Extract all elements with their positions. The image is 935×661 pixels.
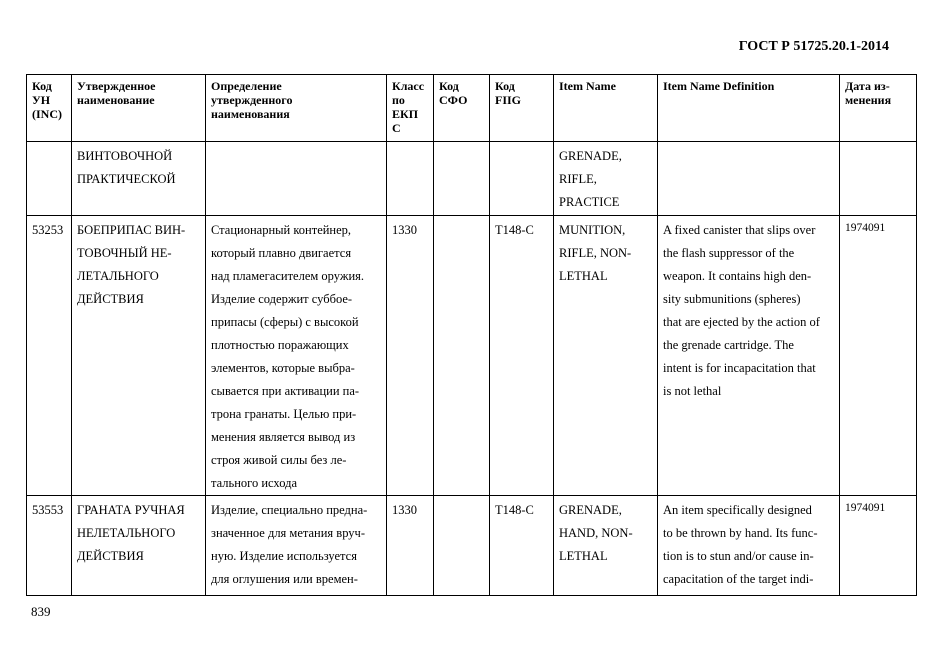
cell-line: С xyxy=(392,121,401,135)
cell-line: ДЕЙСТВИЯ xyxy=(77,549,144,563)
cell-line: PRACTICE xyxy=(559,195,620,209)
cell-line: RIFLE, xyxy=(559,172,597,186)
cell-line: менения является вывод из xyxy=(211,430,356,444)
cell-line: ЕКП xyxy=(392,107,419,121)
header-item-name-definition xyxy=(658,75,840,142)
cell-line: HAND, NON- xyxy=(559,526,633,540)
cell-line: Item Name xyxy=(559,79,616,93)
header-ekps-class xyxy=(387,75,434,142)
cell-line: по xyxy=(392,93,405,107)
cell-line: ГРАНАТА РУЧНАЯ xyxy=(77,503,185,517)
cell-item-name-definition xyxy=(658,496,840,596)
cell-line: intent is for incapacitation that xyxy=(663,361,816,375)
cell-line: Изделие, специально предна- xyxy=(211,503,368,517)
cell-line: the grenade cartridge. The xyxy=(663,338,794,352)
cell-line: менения xyxy=(845,93,892,107)
cell-line: наименование xyxy=(77,93,155,107)
cell-line: трона гранаты. Целью при- xyxy=(211,407,357,421)
cell-line: ВИНТОВОЧНОЙ xyxy=(77,149,173,163)
table-row xyxy=(27,496,917,596)
cell-line: для оглушения или времен- xyxy=(211,572,358,586)
cell-inc xyxy=(27,142,72,216)
cell-line: БОЕПРИПАС ВИН- xyxy=(77,223,186,237)
cell-line: to be thrown by hand. Its func- xyxy=(663,526,818,540)
cell-line: ТОВОЧНЫЙ НЕ- xyxy=(77,246,172,260)
cell-line: RIFLE, NON- xyxy=(559,246,632,260)
cell-line: припасы (сферы) с высокой xyxy=(211,315,359,329)
header-item-name xyxy=(554,75,658,142)
cell-fiig-code: T148-C xyxy=(490,496,554,596)
classification-table xyxy=(26,74,917,596)
cell-line: ДЕЙСТВИЯ xyxy=(77,292,144,306)
cell-sfo-code xyxy=(434,142,490,216)
cell-line: Item Name Definition xyxy=(663,79,775,93)
cell-definition xyxy=(206,496,387,596)
cell-line: ную. Изделие используется xyxy=(211,549,357,563)
cell-line: утвержденного xyxy=(211,93,293,107)
cell-line: сывается при активации па- xyxy=(211,384,360,398)
cell-line: элементов, которые выбра- xyxy=(211,361,355,375)
cell-line: над пламегасителем оружия. xyxy=(211,269,365,283)
cell-item-name-definition xyxy=(658,216,840,496)
cell-line: LETHAL xyxy=(559,549,608,563)
header-change-date xyxy=(840,75,917,142)
cell-line: weapon. It contains high den- xyxy=(663,269,812,283)
cell-line: наименования xyxy=(211,107,290,121)
cell-ekps-class: 1330 xyxy=(387,216,434,496)
header-fiig-code xyxy=(490,75,554,142)
cell-approved-name xyxy=(72,496,206,596)
header-approved-name xyxy=(72,75,206,142)
page-number: 839 xyxy=(31,604,51,619)
cell-line: A fixed canister that slips over xyxy=(663,223,816,237)
cell-line: tion is to stun and/or cause in- xyxy=(663,549,814,563)
cell-approved-name xyxy=(72,142,206,216)
cell-line: который плавно двигается xyxy=(211,246,352,260)
cell-definition xyxy=(206,216,387,496)
cell-inc: 53553 xyxy=(27,496,72,596)
cell-change-date: 1974091 xyxy=(840,496,917,596)
header-definition xyxy=(206,75,387,142)
cell-line: that are ejected by the action of xyxy=(663,315,820,329)
cell-line: Утвержденное xyxy=(77,79,156,93)
cell-line: FIIG xyxy=(495,93,522,107)
cell-line: the flash suppressor of the xyxy=(663,246,795,260)
header-sfo-code xyxy=(434,75,490,142)
cell-item-name xyxy=(554,496,658,596)
cell-line: (INC) xyxy=(32,107,62,121)
cell-line: GRENADE, xyxy=(559,503,622,517)
table-row xyxy=(27,142,917,216)
cell-line: is not lethal xyxy=(663,384,722,398)
cell-line: Изделие содержит суббое- xyxy=(211,292,353,306)
cell-change-date xyxy=(840,142,917,216)
cell-approved-name xyxy=(72,216,206,496)
cell-fiig-code xyxy=(490,142,554,216)
document-code: ГОСТ Р 51725.20.1-2014 xyxy=(738,39,889,54)
cell-line: MUNITION, xyxy=(559,223,626,237)
header-inc xyxy=(27,75,72,142)
cell-sfo-code xyxy=(434,216,490,496)
cell-line: ЛЕТАЛЬНОГО xyxy=(77,269,159,283)
cell-line: Код xyxy=(439,79,459,93)
table-row xyxy=(27,216,917,496)
cell-inc: 53253 xyxy=(27,216,72,496)
cell-line: плотностью поражающих xyxy=(211,338,349,352)
cell-line: строя живой силы без ле- xyxy=(211,453,347,467)
cell-line: An item specifically designed xyxy=(663,503,812,517)
cell-line: GRENADE, xyxy=(559,149,622,163)
cell-line: Дата из- xyxy=(845,79,890,93)
cell-line: Определение xyxy=(211,79,282,93)
cell-line: Класс xyxy=(392,79,425,93)
cell-ekps-class: 1330 xyxy=(387,496,434,596)
cell-line: значенное для метания вруч- xyxy=(211,526,365,540)
cell-definition xyxy=(206,142,387,216)
cell-line: capacitation of the target indi- xyxy=(663,572,814,586)
cell-line: УН xyxy=(32,93,51,107)
cell-fiig-code: T148-C xyxy=(490,216,554,496)
cell-ekps-class xyxy=(387,142,434,216)
cell-line: Код xyxy=(495,79,515,93)
table-header-row xyxy=(27,75,917,142)
cell-sfo-code xyxy=(434,496,490,596)
cell-item-name xyxy=(554,216,658,496)
cell-line: Стационарный контейнер, xyxy=(211,223,352,237)
cell-line: ПРАКТИЧЕСКОЙ xyxy=(77,172,176,186)
cell-change-date: 1974091 xyxy=(840,216,917,496)
cell-line: тального исхода xyxy=(211,476,297,490)
cell-item-name xyxy=(554,142,658,216)
cell-line: НЕЛЕТАЛЬНОГО xyxy=(77,526,176,540)
cell-line: СФО xyxy=(439,93,468,107)
cell-line: Код xyxy=(32,79,52,93)
cell-item-name-definition xyxy=(658,142,840,216)
cell-line: sity submunitions (spheres) xyxy=(663,292,801,306)
cell-line: LETHAL xyxy=(559,269,608,283)
